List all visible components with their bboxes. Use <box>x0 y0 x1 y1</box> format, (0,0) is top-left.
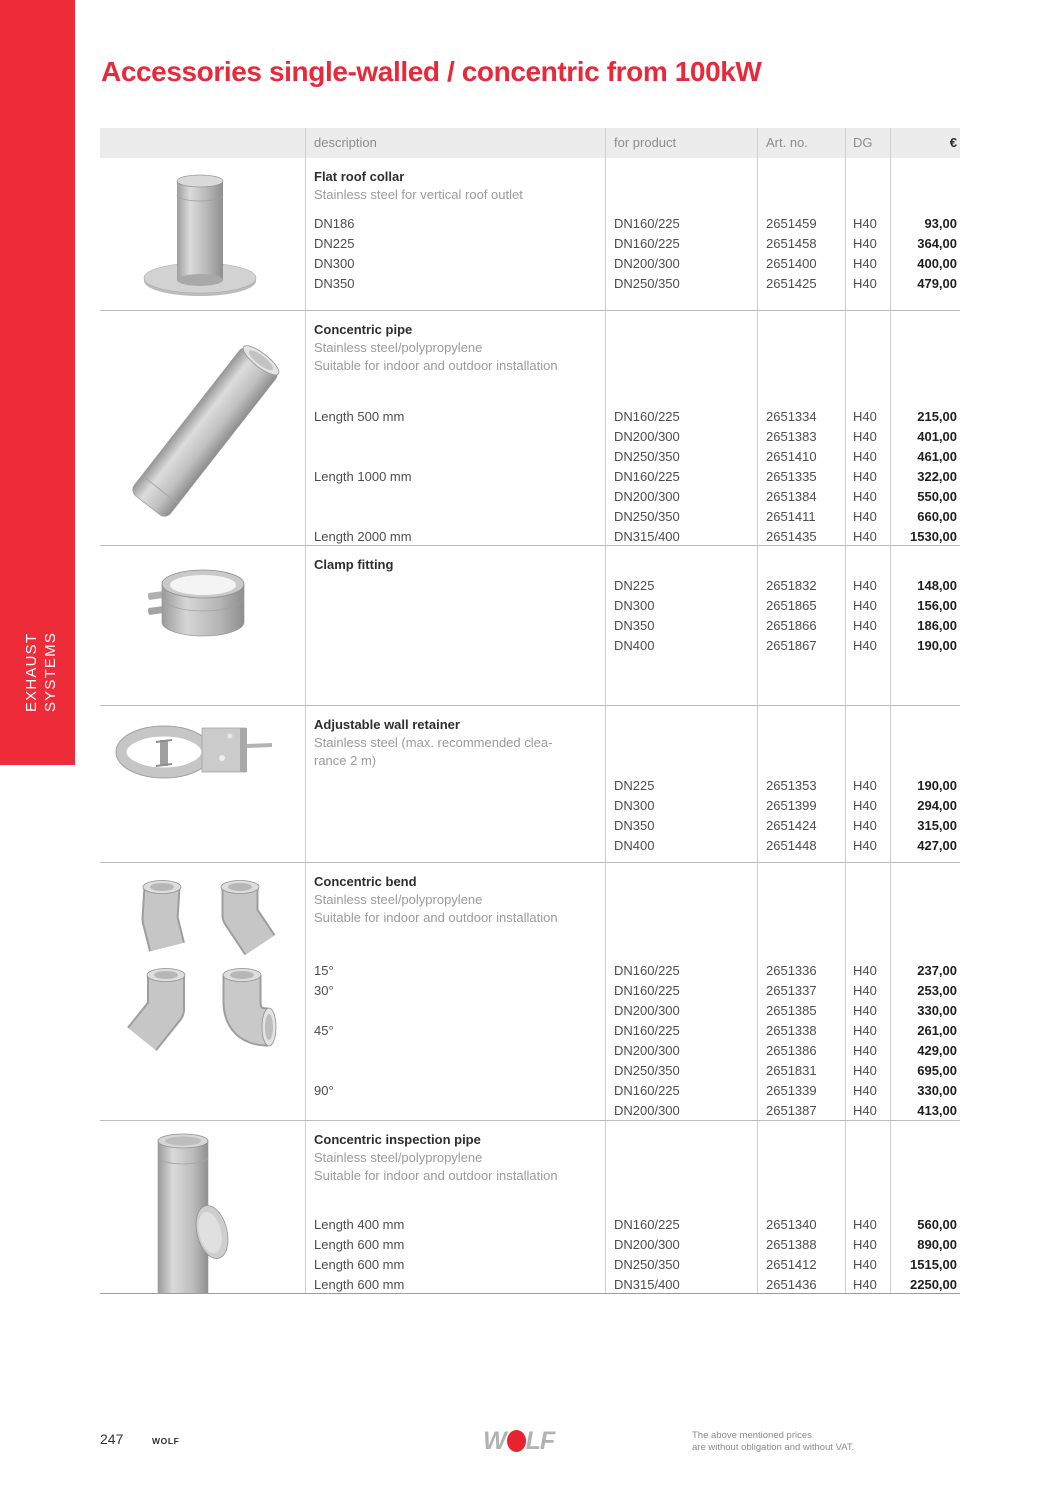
cell-price: 1530,00 <box>910 529 957 544</box>
cell-price: 401,00 <box>917 429 957 444</box>
cell-description: DN350 <box>314 276 355 291</box>
cell-for-product: DN160/225 <box>614 216 680 231</box>
dg-rows <box>853 158 890 294</box>
cell-art-no: 2651336 <box>766 963 817 978</box>
cell-price: 330,00 <box>917 1003 957 1018</box>
description-cell <box>305 1121 605 1293</box>
cell-for-product: DN400 <box>614 838 655 853</box>
cell-art-no: 2651411 <box>766 509 816 524</box>
cell-for-product: DN315/400 <box>614 529 680 544</box>
for-product-rows <box>614 158 757 294</box>
cell-art-no: 2651424 <box>766 818 817 833</box>
bend-15deg <box>143 881 181 948</box>
product-subtitle <box>314 186 601 204</box>
cell-art-no: 2651459 <box>766 216 817 231</box>
concentric-inspection-pipe-image <box>100 1127 305 1293</box>
art-no-rows <box>766 706 845 856</box>
product-section <box>100 862 960 1120</box>
product-image-cell <box>100 311 305 545</box>
dg-cell <box>845 546 890 705</box>
cell-dg: H40 <box>853 1023 877 1038</box>
dg-cell <box>845 706 890 862</box>
cell-description: DN300 <box>314 256 355 271</box>
cell-description: Length 1000 mm <box>314 469 412 484</box>
description-cell <box>305 546 605 705</box>
cell-art-no: 2651399 <box>766 798 817 813</box>
header-dg: DG <box>845 128 890 158</box>
cell-price: 427,00 <box>917 838 957 853</box>
cell-description <box>314 776 605 796</box>
product-subtitle <box>314 1149 601 1185</box>
cell-price: 190,00 <box>917 778 957 793</box>
cell-for-product: DN350 <box>614 818 655 833</box>
dg-rows <box>853 706 890 856</box>
cell-price: 660,00 <box>917 509 957 524</box>
cell-dg: H40 <box>853 1063 877 1078</box>
product-image-cell <box>100 158 305 310</box>
footer-brand-text: WOLF <box>152 1436 180 1446</box>
cell-art-no: 2651385 <box>766 1003 817 1018</box>
footer-page-number: 247 <box>100 1431 124 1447</box>
price-cell <box>890 158 960 310</box>
cell-art-no: 2651448 <box>766 838 817 853</box>
art-no-rows <box>766 546 845 656</box>
product-image-cell <box>100 706 305 862</box>
cell-art-no: 2651383 <box>766 429 817 444</box>
cell-art-no: 2651866 <box>766 618 817 633</box>
cell-dg: H40 <box>853 276 877 291</box>
cell-dg: H40 <box>853 778 877 793</box>
cell-art-no: 2651400 <box>766 256 817 271</box>
cell-dg: H40 <box>853 638 877 653</box>
cell-description: Length 2000 mm <box>314 529 412 544</box>
cell-price: 560,00 <box>917 1217 957 1232</box>
cell-for-product: DN160/225 <box>614 469 680 484</box>
cell-for-product: DN160/225 <box>614 983 680 998</box>
cell-price: 479,00 <box>917 276 957 291</box>
cell-for-product: DN350 <box>614 618 655 633</box>
cell-dg: H40 <box>853 256 877 271</box>
cell-for-product: DN160/225 <box>614 963 680 978</box>
cell-price: 400,00 <box>917 256 957 271</box>
for-product-cell <box>605 1121 757 1293</box>
for-product-rows <box>614 311 757 545</box>
concentric-bend-image <box>100 869 305 1069</box>
cell-for-product: DN160/225 <box>614 236 680 251</box>
price-rows <box>891 311 957 545</box>
bend-90deg <box>223 969 276 1047</box>
cell-price: 253,00 <box>917 983 957 998</box>
description-cell <box>305 311 605 545</box>
product-subtitle-line: Suitable for indoor and outdoor installation <box>314 358 558 373</box>
product-subtitle-line: Stainless steel (max. recommended clea- <box>314 735 553 750</box>
concentric-pipe-image <box>100 317 305 542</box>
cell-description <box>314 1061 605 1081</box>
product-image-cell <box>100 1121 305 1293</box>
product-section <box>100 310 960 545</box>
product-subtitle-line: Stainless steel/polypropylene <box>314 892 483 907</box>
cell-art-no: 2651335 <box>766 469 817 484</box>
price-rows <box>891 863 957 1120</box>
cell-description <box>314 816 605 836</box>
cell-dg: H40 <box>853 963 877 978</box>
cell-art-no: 2651388 <box>766 1237 817 1252</box>
dg-cell <box>845 311 890 545</box>
product-image-cell <box>100 546 305 705</box>
cell-price: 461,00 <box>917 449 957 464</box>
wolf-logo-red-dot-icon <box>507 1430 526 1452</box>
clamp-fitting-image <box>100 552 305 652</box>
for-product-rows <box>614 1121 757 1293</box>
wolf-logo-lf: LF <box>525 1427 555 1455</box>
cell-art-no: 2651339 <box>766 1083 817 1098</box>
dg-rows <box>853 863 890 1120</box>
cell-description: DN225 <box>314 236 355 251</box>
wolf-logo <box>483 1427 554 1456</box>
cell-description <box>314 1101 605 1120</box>
cell-price: 93,00 <box>924 216 957 231</box>
cell-art-no: 2651865 <box>766 598 817 613</box>
bend-30deg <box>221 881 260 946</box>
cell-art-no: 2651867 <box>766 638 817 653</box>
flat-roof-collar-image <box>100 164 305 304</box>
price-rows <box>891 546 957 656</box>
sidebar-tab <box>0 0 75 765</box>
cell-dg: H40 <box>853 1043 877 1058</box>
cell-description <box>314 447 605 467</box>
cell-art-no: 2651337 <box>766 983 817 998</box>
sidebar-label-line1: EXHAUST <box>23 632 40 713</box>
cell-for-product: DN250/350 <box>614 449 680 464</box>
art-no-rows <box>766 1121 845 1293</box>
cell-for-product: DN200/300 <box>614 429 680 444</box>
header-description: description <box>305 128 605 158</box>
cell-art-no: 2651458 <box>766 236 817 251</box>
dg-rows <box>853 1121 890 1293</box>
wolf-logo-w: W <box>483 1427 506 1455</box>
cell-dg: H40 <box>853 1103 877 1118</box>
cell-dg: H40 <box>853 838 877 853</box>
cell-price: 695,00 <box>917 1063 957 1078</box>
cell-price: 190,00 <box>917 638 957 653</box>
for-product-cell <box>605 158 757 310</box>
footer-note-line2: are without obligation and without VAT. <box>692 1442 855 1453</box>
table-body <box>100 158 960 1294</box>
cell-price: 322,00 <box>917 469 957 484</box>
cell-dg: H40 <box>853 578 877 593</box>
cell-dg: H40 <box>853 1003 877 1018</box>
dg-cell <box>845 1121 890 1293</box>
product-title: Concentric pipe <box>314 322 413 337</box>
cell-for-product: DN250/350 <box>614 1063 680 1078</box>
cell-dg: H40 <box>853 798 877 813</box>
header-euro: € <box>890 128 960 158</box>
cell-price: 1515,00 <box>910 1257 957 1272</box>
cell-for-product: DN250/350 <box>614 509 680 524</box>
cell-for-product: DN225 <box>614 778 655 793</box>
cell-for-product: DN250/350 <box>614 276 680 291</box>
cell-art-no: 2651384 <box>766 489 817 504</box>
cell-art-no: 2651340 <box>766 1217 817 1232</box>
for-product-rows <box>614 706 757 856</box>
product-subtitle-line: Stainless steel/polypropylene <box>314 340 483 355</box>
cell-description: Length 600 mm <box>314 1277 405 1292</box>
footer-note-line1: The above mentioned prices <box>692 1430 812 1441</box>
product-heading <box>314 715 601 770</box>
product-title: Flat roof collar <box>314 169 405 184</box>
cell-for-product: DN250/350 <box>614 1257 680 1272</box>
product-section <box>100 1120 960 1293</box>
cell-price: 294,00 <box>917 798 957 813</box>
cell-price: 2250,00 <box>910 1277 957 1292</box>
footer-price-note <box>692 1430 854 1454</box>
product-title: Adjustable wall retainer <box>314 717 460 732</box>
art-no-cell <box>757 546 845 705</box>
cell-for-product: DN160/225 <box>614 409 680 424</box>
product-subtitle-line: Stainless steel for vertical roof outlet <box>314 187 523 202</box>
cell-dg: H40 <box>853 529 877 544</box>
price-rows <box>891 706 957 856</box>
price-rows <box>891 158 957 294</box>
cell-description <box>314 487 605 507</box>
cell-for-product: DN200/300 <box>614 1043 680 1058</box>
cell-for-product: DN200/300 <box>614 256 680 271</box>
product-heading <box>314 320 601 375</box>
header-image-column <box>100 128 305 158</box>
for-product-rows <box>614 546 757 656</box>
product-subtitle <box>314 891 601 927</box>
product-subtitle-line: Suitable for indoor and outdoor installation <box>314 1168 558 1183</box>
product-heading <box>314 167 601 204</box>
art-no-cell <box>757 706 845 862</box>
price-cell <box>890 311 960 545</box>
cell-description: 30° <box>314 983 334 998</box>
cell-dg: H40 <box>853 236 877 251</box>
product-table <box>100 128 960 1294</box>
cell-dg: H40 <box>853 509 877 524</box>
cell-for-product: DN300 <box>614 598 655 613</box>
product-section <box>100 545 960 705</box>
cell-description <box>314 596 605 616</box>
cell-price: 330,00 <box>917 1083 957 1098</box>
cell-description <box>314 636 605 656</box>
cell-price: 315,00 <box>917 818 957 833</box>
cell-price: 215,00 <box>917 409 957 424</box>
product-subtitle-line: Stainless steel/polypropylene <box>314 1150 483 1165</box>
cell-description <box>314 796 605 816</box>
cell-description: Length 400 mm <box>314 1217 405 1232</box>
description-cell <box>305 863 605 1120</box>
art-no-rows <box>766 311 845 545</box>
cell-price: 261,00 <box>917 1023 957 1038</box>
product-title: Concentric inspection pipe <box>314 1132 481 1147</box>
dg-rows <box>853 546 890 656</box>
price-cell <box>890 863 960 1120</box>
price-cell <box>890 546 960 705</box>
cell-price: 148,00 <box>917 578 957 593</box>
cell-art-no: 2651410 <box>766 449 817 464</box>
cell-dg: H40 <box>853 1237 877 1252</box>
product-section <box>100 705 960 862</box>
cell-art-no: 2651832 <box>766 578 817 593</box>
cell-description <box>314 616 605 636</box>
cell-description <box>314 427 605 447</box>
cell-description <box>314 1041 605 1061</box>
cell-for-product: DN300 <box>614 798 655 813</box>
cell-price: 413,00 <box>917 1103 957 1118</box>
cell-for-product: DN160/225 <box>614 1217 680 1232</box>
header-for-product: for product <box>605 128 757 158</box>
price-cell <box>890 1121 960 1293</box>
cell-description <box>314 836 605 856</box>
cell-art-no: 2651831 <box>766 1063 817 1078</box>
cell-price: 550,00 <box>917 489 957 504</box>
cell-art-no: 2651334 <box>766 409 817 424</box>
cell-art-no: 2651338 <box>766 1023 817 1038</box>
cell-for-product: DN315/400 <box>614 1277 680 1292</box>
cell-price: 237,00 <box>917 963 957 978</box>
cell-description: DN186 <box>314 216 355 231</box>
product-subtitle-line: Suitable for indoor and outdoor installation <box>314 910 558 925</box>
cell-dg: H40 <box>853 409 877 424</box>
product-heading <box>314 1130 601 1185</box>
description-cell <box>305 706 605 862</box>
art-no-rows <box>766 158 845 294</box>
product-subtitle <box>314 734 601 770</box>
dg-rows <box>853 311 890 545</box>
cell-price: 186,00 <box>917 618 957 633</box>
cell-dg: H40 <box>853 1217 877 1232</box>
cell-dg: H40 <box>853 1277 877 1292</box>
bend-45deg <box>142 969 185 1040</box>
cell-for-product: DN160/225 <box>614 1023 680 1038</box>
cell-art-no: 2651386 <box>766 1043 817 1058</box>
cell-dg: H40 <box>853 1083 877 1098</box>
art-no-cell <box>757 1121 845 1293</box>
product-subtitle-line: rance 2 m) <box>314 753 377 768</box>
cell-dg: H40 <box>853 429 877 444</box>
cell-description: Length 500 mm <box>314 409 405 424</box>
cell-for-product: DN400 <box>614 638 655 653</box>
cell-for-product: DN225 <box>614 578 655 593</box>
art-no-cell <box>757 863 845 1120</box>
cell-price: 364,00 <box>917 236 957 251</box>
for-product-cell <box>605 863 757 1120</box>
cell-art-no: 2651353 <box>766 778 817 793</box>
product-title: Clamp fitting <box>314 557 394 572</box>
dg-cell <box>845 158 890 310</box>
cell-art-no: 2651412 <box>766 1257 817 1272</box>
cell-for-product: DN160/225 <box>614 1083 680 1098</box>
cell-for-product: DN200/300 <box>614 1237 680 1252</box>
product-subtitle <box>314 339 601 375</box>
cell-description <box>314 507 605 527</box>
cell-dg: H40 <box>853 983 877 998</box>
cell-dg: H40 <box>853 469 877 484</box>
cell-dg: H40 <box>853 618 877 633</box>
cell-price: 156,00 <box>917 598 957 613</box>
cell-dg: H40 <box>853 216 877 231</box>
description-cell <box>305 158 605 310</box>
cell-description: Length 600 mm <box>314 1257 405 1272</box>
cell-description: Length 600 mm <box>314 1237 405 1252</box>
for-product-cell <box>605 546 757 705</box>
product-image-cell <box>100 863 305 1120</box>
for-product-cell <box>605 706 757 862</box>
cell-art-no: 2651387 <box>766 1103 817 1118</box>
sidebar-label <box>22 632 60 712</box>
cell-description: 90° <box>314 1083 334 1098</box>
cell-for-product: DN200/300 <box>614 489 680 504</box>
cell-dg: H40 <box>853 1257 877 1272</box>
cell-price: 890,00 <box>917 1237 957 1252</box>
art-no-rows <box>766 863 845 1120</box>
cell-dg: H40 <box>853 818 877 833</box>
art-no-cell <box>757 311 845 545</box>
page-title: Accessories single-walled / concentric from 100kW <box>101 56 762 87</box>
product-heading <box>314 555 601 574</box>
price-cell <box>890 706 960 862</box>
cell-for-product: DN200/300 <box>614 1003 680 1018</box>
table-header-row <box>100 128 960 158</box>
cell-description: 15° <box>314 963 334 978</box>
cell-art-no: 2651436 <box>766 1277 817 1292</box>
cell-dg: H40 <box>853 449 877 464</box>
for-product-cell <box>605 311 757 545</box>
sidebar-label-line2: SYSTEMS <box>42 631 59 713</box>
cell-description: 45° <box>314 1023 334 1038</box>
dg-cell <box>845 863 890 1120</box>
header-art-no: Art. no. <box>757 128 845 158</box>
art-no-cell <box>757 158 845 310</box>
cell-dg: H40 <box>853 489 877 504</box>
price-rows <box>891 1121 957 1293</box>
cell-description <box>314 576 605 596</box>
product-title: Concentric bend <box>314 874 417 889</box>
cell-for-product: DN200/300 <box>614 1103 680 1118</box>
product-section <box>100 158 960 310</box>
cell-description <box>314 1001 605 1021</box>
product-heading <box>314 872 601 927</box>
cell-price: 429,00 <box>917 1043 957 1058</box>
cell-dg: H40 <box>853 598 877 613</box>
cell-art-no: 2651425 <box>766 276 817 291</box>
for-product-rows <box>614 863 757 1120</box>
cell-art-no: 2651435 <box>766 529 817 544</box>
adjustable-wall-retainer-image <box>100 712 305 792</box>
